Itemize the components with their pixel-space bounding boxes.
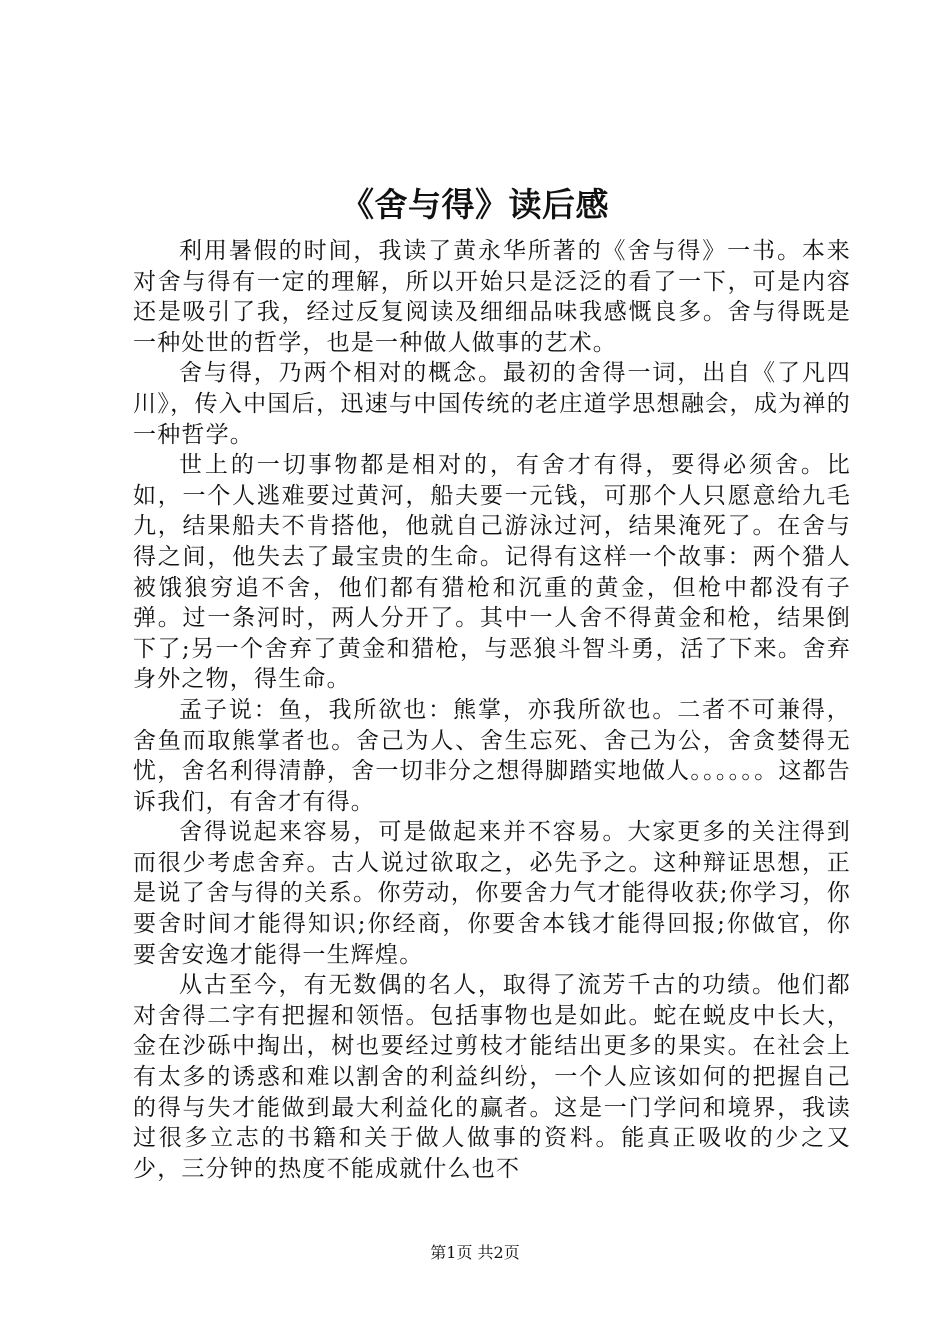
document-body <box>133 236 851 1184</box>
paragraph-5: 舍得说起来容易，可是做起来并不容易。大家更多的关注得到而很少考虑舍弃。古人说过欲取之，必先予之。这种辩证思想，正是说了舍与得的关系。你劳动，你要舍力气才能得收获;你学习，你要舍时间才能得知识;你经商，你要舍本钱才能得回报;你做官，你要舍安逸才能得一生辉煌。 <box>133 819 851 968</box>
paragraph-1: 利用暑假的时间，我读了黄永华所著的《舍与得》一书。本来对舍与得有一定的理解，所以开始只是泛泛的看了一下，可是内容还是吸引了我，经过反复阅读及细细品味我感慨良多。舍与得既是一种处世的哲学，也是一种做人做事的艺术。 <box>133 238 851 356</box>
paragraph-4: 孟子说：鱼，我所欲也：熊掌，亦我所欲也。二者不可兼得，舍鱼而取熊掌者也。舍己为人、舍生忘死、舍己为公，舍贪婪得无忧，舍名利得清静，舍一切非分之想得脚踏实地做人。。。。。。这都告诉我们，有舍才有得。 <box>133 696 851 815</box>
paragraph-3: 世上的一切事物都是相对的，有舍才有得，要得必须舍。比如，一个人逃难要过黄河，船夫要一元钱，可那个人只愿意给九毛九，结果船夫不肯搭他，他就自己游泳过河，结果淹死了。在舍与得之间，他失去了最宝贵的生命。记得有这样一个故事：两个猎人被饿狼穷追不舍，他们都有猎枪和沉重的黄金，但枪中都没有子弹。过一条河时，两人分开了。其中一人舍不得黄金和枪，结果倒下了;另一个舍弃了黄金和猎枪，与恶狼斗智斗勇，活了下来。舍弃身外之物，得生命。 <box>133 452 851 693</box>
paragraph-6: 从古至今，有无数偶的名人，取得了流芳千古的功绩。他们都对舍得二字有把握和领悟。包括事物也是如此。蛇在蜕皮中长大，金在沙砾中掏出，树也要经过剪枝才能结出更多的果实。在社会上有太多的诱惑和难以割舍的利益纠纷，一个人应该如何的把握自己的得与失才能做到最大利益化的赢者。这是一门学问和境界，我读过很多立志的书籍和关于做人做事的资料。能真正吸收的少之又少，三分钟的热度不能成就什么也不 <box>133 972 851 1182</box>
paragraph-2: 舍与得，乃两个相对的概念。最初的舍得一词，出自《了凡四川》，传入中国后，迅速与中国传统的老庄道学思想融会，成为禅的一种哲学。 <box>133 360 851 448</box>
document-title: 《舍与得》读后感 <box>341 185 609 224</box>
page-number-footer: 第1页 共2页 <box>430 1243 520 1262</box>
